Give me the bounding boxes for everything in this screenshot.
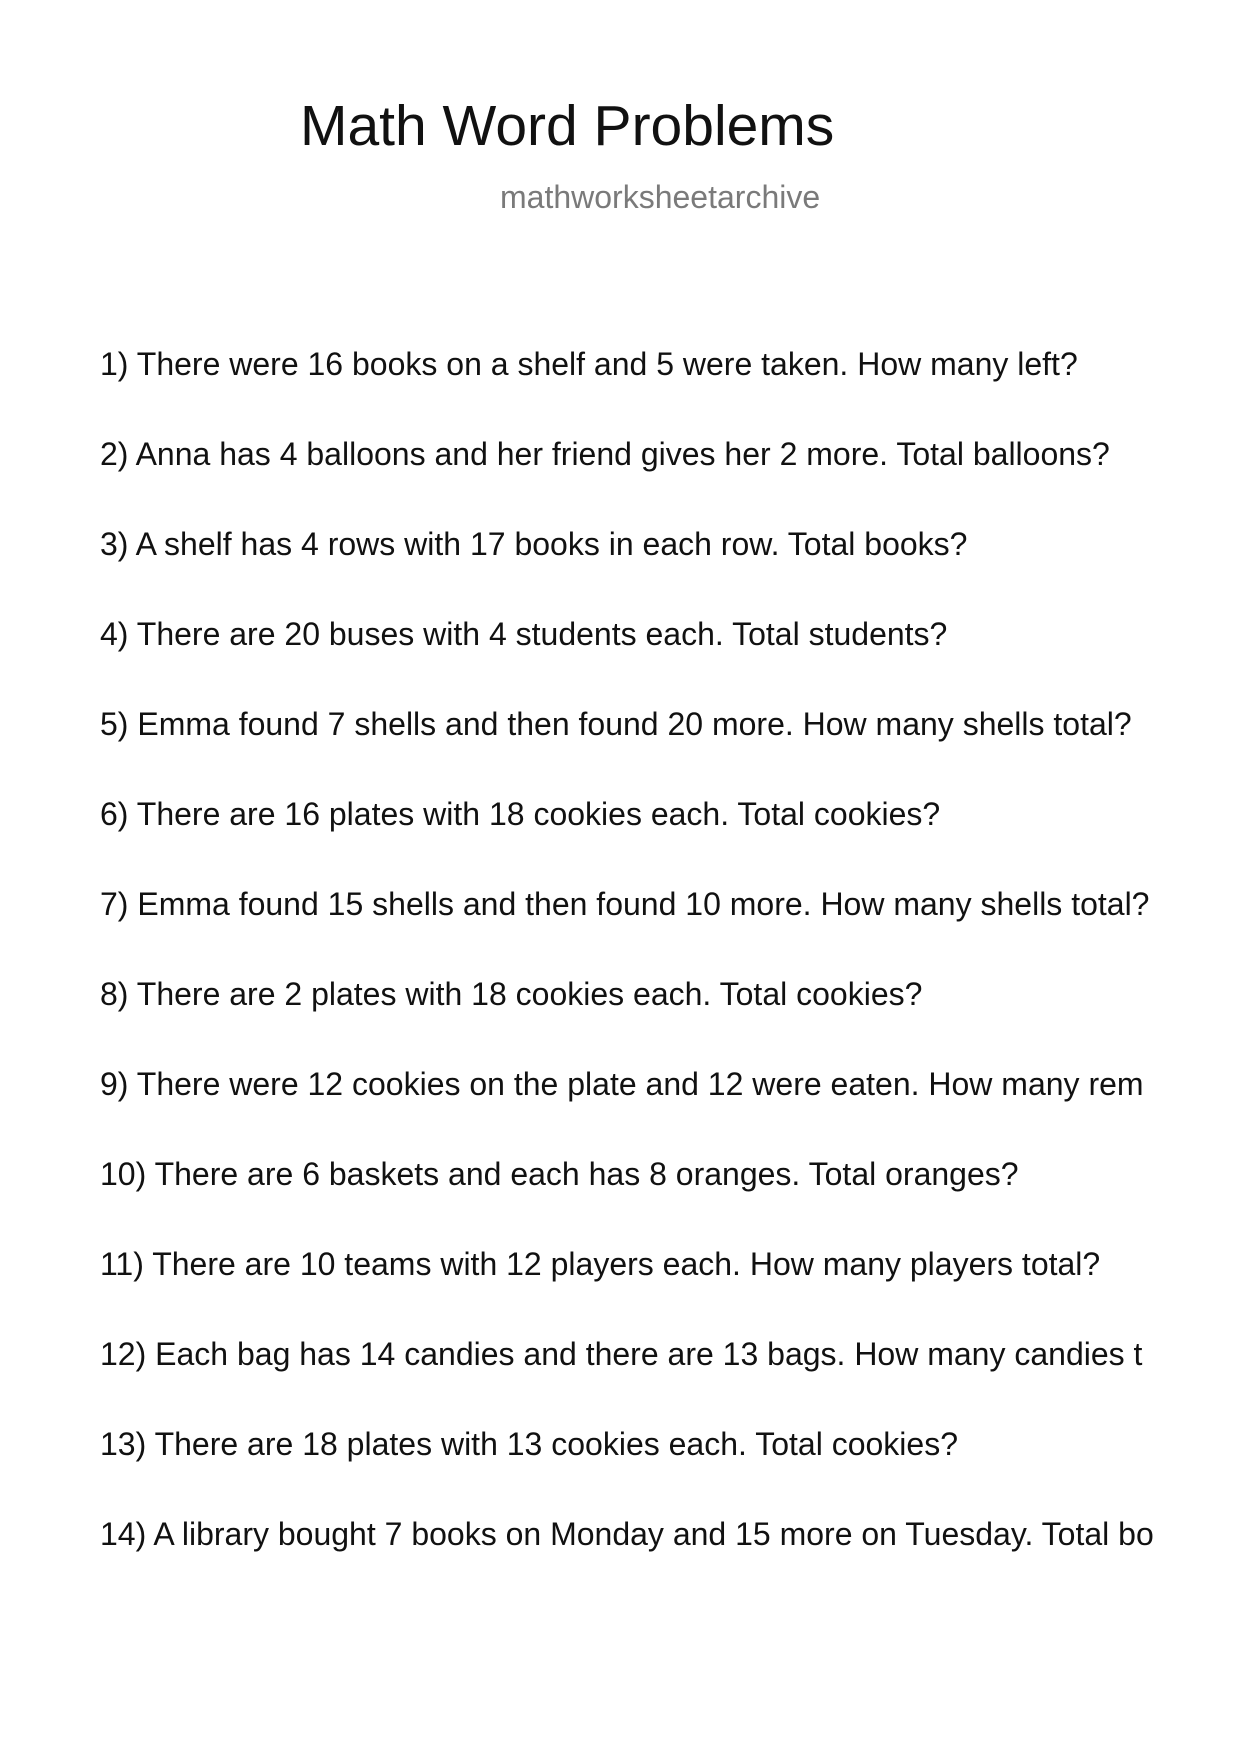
problem-item-14: 14) A library bought 7 books on Monday and 15 more on Tuesday. Total bo: [100, 1518, 1154, 1552]
problem-item-12: 12) Each bag has 14 candies and there are 13 bags. How many candies t: [100, 1338, 1143, 1372]
problem-item-11: 11) There are 10 teams with 12 players each. How many players total?: [100, 1248, 1101, 1282]
problem-item-1: 1) There were 16 books on a shelf and 5 were taken. How many left?: [100, 348, 1078, 382]
page-title: Math Word Problems: [300, 94, 835, 158]
problem-item-6: 6) There are 16 plates with 18 cookies each. Total cookies?: [100, 798, 941, 832]
problem-item-10: 10) There are 6 baskets and each has 8 oranges. Total oranges?: [100, 1158, 1019, 1192]
problem-item-7: 7) Emma found 15 shells and then found 10 more. How many shells total?: [100, 888, 1150, 922]
page-subtitle: mathworksheetarchive: [500, 179, 821, 215]
problem-item-3: 3) A shelf has 4 rows with 17 books in each row. Total books?: [100, 528, 968, 562]
problem-item-4: 4) There are 20 buses with 4 students each. Total students?: [100, 618, 948, 652]
problem-item-8: 8) There are 2 plates with 18 cookies each. Total cookies?: [100, 978, 923, 1012]
problem-item-2: 2) Anna has 4 balloons and her friend gives her 2 more. Total balloons?: [100, 438, 1110, 472]
problem-item-9: 9) There were 12 cookies on the plate and 12 were eaten. How many rem: [100, 1068, 1144, 1102]
problem-item-5: 5) Emma found 7 shells and then found 20 more. How many shells total?: [100, 708, 1132, 742]
problem-list: [100, 348, 1240, 1608]
problem-item-13: 13) There are 18 plates with 13 cookies each. Total cookies?: [100, 1428, 958, 1462]
